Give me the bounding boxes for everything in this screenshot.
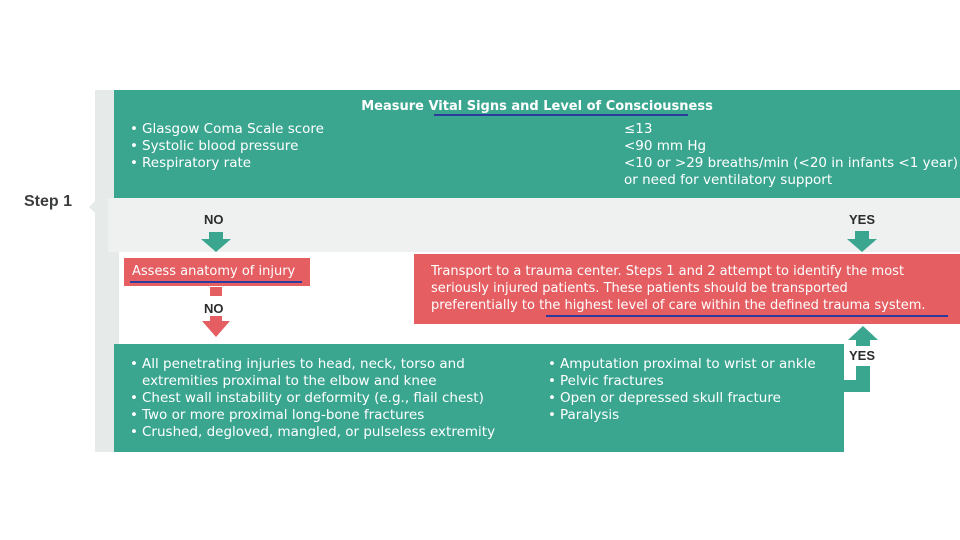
anatomy-criteria-right [548,356,816,424]
transport-box [414,254,960,324]
criterion-gcs: • Glasgow Coma Scale score [130,121,324,138]
decision-no-bottom: NO [204,301,224,316]
anatomy-item: • Amputation proximal to wrist or ankle [548,356,816,373]
vital-signs-criteria [130,121,324,172]
anatomy-item: • Chest wall instability or deformity (e.g., flail chest) [130,390,495,407]
underline-highest-level [546,315,948,317]
arrow-yes-top [847,231,877,252]
anatomy-item: • Paralysis [548,407,816,424]
transport-line-1: Transport to a trauma center. Steps 1 and 2 attempt to identify the most [431,264,905,279]
anatomy-item: • Pelvic fractures [548,373,816,390]
criterion-sbp: • Systolic blood pressure [130,138,324,155]
decision-yes-bottom: YES [849,348,876,363]
decision-yes-top: YES [849,212,876,227]
assess-anatomy-label: Assess anatomy of injury [132,264,296,279]
transport-line-3: preferentially to the highest level of care within the defined trauma system. [431,298,926,313]
anatomy-item: • Two or more proximal long-bone fractures [130,407,495,424]
anatomy-item: • Open or depressed skull fracture [548,390,816,407]
anatomy-item: • Crushed, degloved, mangled, or pulseless extremity [130,424,495,441]
value-sbp: <90 mm Hg [624,138,707,154]
underline-vital-signs [434,114,688,116]
transport-line-2: seriously injured patients. These patients should be transported [431,281,848,296]
anatomy-criteria-left [130,356,495,441]
transport-text [431,263,951,314]
anatomy-criteria-box [114,344,844,452]
value-gcs: ≤13 [624,121,653,137]
value-rr: <10 or >29 breaths/min (<20 in infants <1 year) [624,155,958,171]
vital-signs-box [114,90,960,198]
vital-signs-values [624,121,958,189]
arrow-no-top [201,232,231,252]
anatomy-item-continued: extremities proximal to the elbow and knee [142,373,437,389]
criterion-rr: • Respiratory rate [130,155,324,172]
step-label: Step 1 [24,193,73,210]
decision-no-top: NO [204,212,224,227]
underline-assess [130,281,302,283]
vital-signs-title: Measure Vital Signs and Level of Consciousness [361,99,713,114]
value-ventilatory: or need for ventilatory support [624,172,833,188]
anatomy-item: • All penetrating injuries to head, neck, torso and [130,356,495,373]
